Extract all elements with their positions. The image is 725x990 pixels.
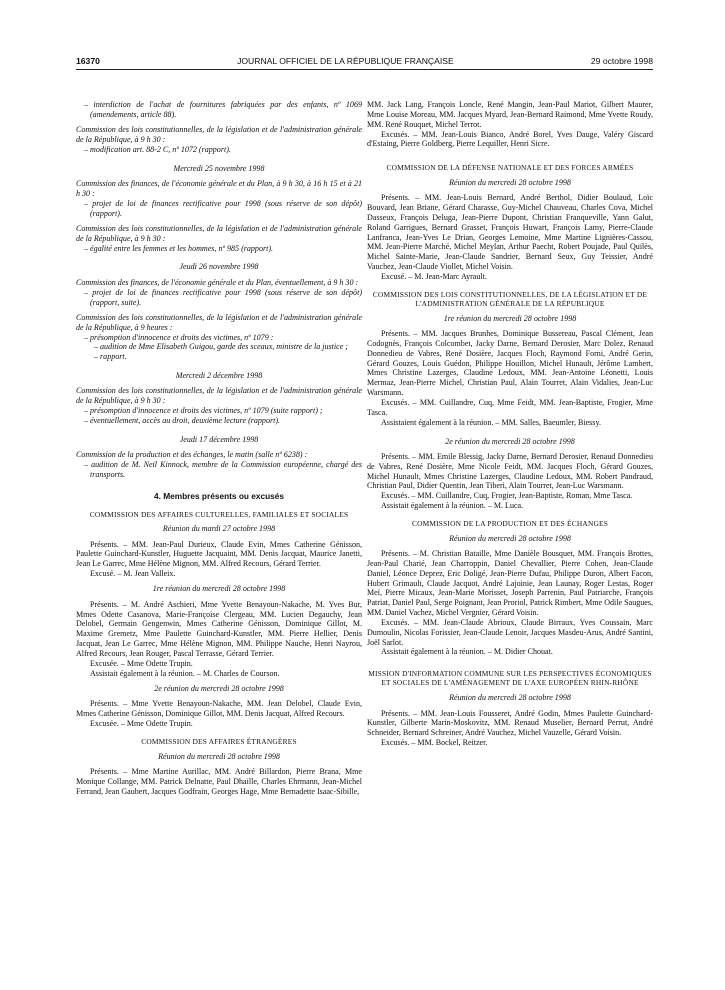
section-heading: 4. Membres présents ou excusés — [153, 490, 285, 501]
agenda-subitem: – audition de Mme Elisabeth Guigou, garde des sceaux, ministre de la justice ; — [94, 342, 348, 352]
attendance-list: Présents. – M. Christian Bataille, Mme Danièle Bousquet, MM. François Brottes, Jean-Paul Charié, Jean Charroppin, Daniel Chevallier, Pierre Cohen, Jean-Claude Daniel, Léonce Deprez, Eric Doligé, Jean-Pierre Dufau, Philippe Duron, Albert Facon, Hubert Grimault, Claude Jacquot, André Lajoinie, Jean Launay, Roger Lestas, Roger Meï, Pierre Micaux, Jean-Marie Morisset, Joseph Parrenin, Paul Patriarche, François Patriat, Daniel Paul, Serge Poignant, Jean Proriol, Patrick Rimbert, Mme Odile Saugues, MM. Daniel Vachez, Michel Vergnier, Gérard Voisin. — [367, 549, 653, 618]
commission-heading: COMMISSION DES LOIS CONSTITUTIONNELLES, DE LA LÉGISLATION ET DE L'ADMINISTRATION GÉNÉRALE DE LA RÉPUBLIQUE — [372, 289, 648, 309]
agenda-item: – interdiction de l'achat de fournitures fabriquées par des enfants, nº 1069 (amendements, article 88). — [84, 100, 362, 119]
agenda-item: – égalité entre les femmes et les hommes, nº 985 (rapport). — [84, 243, 274, 253]
attendance-list: Présents. – MM. Jacques Brunhes, Dominique Bussereau, Pascal Clément, Jean Codognès, François Colcombet, Jacky Darne, Bernard Derosier, Marc Dolez, Renaud Donnedieu de Vabres, René Dosière, Jacques Floch, Raymond Forni, André Gerin, Gérard Gouzes, Louis Guédon, Philippe Houillon, Michel Hunault, Jérôme Lambert, Mmes Christine Lazerges, Claudine Ledoux, MM. Jean-Antoine Léonetti, Louis Mermaz, Jean-Pierre Michel, Christian Paul, Alain Tourret, Alain Vidalies, Jean-Luc Warsmann. — [367, 329, 653, 398]
left-column — [76, 100, 362, 796]
date-heading: Jeudi 26 novembre 1998 — [179, 262, 259, 272]
attendance-list: Présents. – M. André Aschieri, Mme Yvette Benayoun-Nakache, M. Yves Bur, Mmes Odette Casanova, Marie-Françoise Clergeau, MM. Lucien Degauchy, Jean Delobel, Germain Gengenwin, Mmes Catherine Génisson, Dominique Gillot, M. Maxime Gremetz, Mme Paulette Guinchard-Kunstler, MM. Pierre Hellier, Denis Jacquat, Jean Le Garrec, Mme Hélène Mignon, MM. Philippe Nauche, Henri Nayrou, Alfred Recours, Jean Rouger, Pascal Terrasse, Gérard Terrier. — [76, 599, 362, 658]
commission-session: Commission des finances, de l'économie générale et du Plan, à 9 h 30, à 16 h 15 et à 21 h 30 : — [76, 179, 362, 198]
agenda-item: – éventuellement, accès au droit, deuxième lecture (rapport). — [84, 415, 281, 425]
meeting-heading: 2e réunion du mercredi 28 octobre 1998 — [154, 684, 284, 694]
commission-heading: COMMISSION DE LA DÉFENSE NATIONALE ET DES FORCES ARMÉES — [386, 163, 634, 173]
meeting-heading: 1re réunion du mercredi 28 octobre 1998 — [443, 313, 577, 323]
date-heading: Jeudi 17 décembre 1998 — [179, 434, 259, 444]
excused-list: Excusés. – MM. Bockel, Reitzer. — [381, 738, 488, 748]
commission-heading: COMMISSION DES AFFAIRES CULTURELLES, FAMILIALES ET SOCIALES — [89, 509, 349, 519]
date-heading: Mercredi 2 décembre 1998 — [175, 371, 263, 381]
agenda-item: – projet de loi de finances rectificative pour 1998 (sous réserve de son dépôt) (rapport). — [84, 198, 362, 218]
meeting-heading: Réunion du mardi 27 octobre 1998 — [162, 524, 276, 534]
journal-title: JOURNAL OFFICIEL DE LA RÉPUBLIQUE FRANÇAISE — [237, 56, 454, 66]
text-columns — [76, 100, 653, 796]
commission-session: Commission des finances, de l'économie générale et du Plan, éventuellement, à 9 h 30 : — [76, 277, 359, 287]
also-present-list: Assistait également à la réunion. – M. Luca. — [381, 501, 524, 511]
meeting-heading: Réunion du mercredi 28 octobre 1998 — [449, 177, 571, 187]
header-rule — [76, 69, 653, 70]
agenda-item: – audition de M. Neil Kinnock, membre de la Commission européenne, chargé des transports. — [84, 459, 362, 479]
excused-list: Excusés. – MM. Jean-Claude Abrioux, Claude Birraux, Yves Coussain, Marc Dumoulin, Nicolas Forissier, Jean-Claude Lenoir, Jacques Masdeu-Arus, André Santini, Joël Sarlot. — [367, 617, 653, 647]
meeting-heading: 2e réunion du mercredi 28 octobre 1998 — [445, 436, 575, 446]
attendance-list: Présents. – Mme Martine Aurillac, MM. André Billardon, Pierre Brana, Mme Monique Collange, MM. Patrick Delnatte, Paul Dhaille, Charles Ehrmann, Jean-Michel Ferrand, Jean Gaubert, Jacques Godfrain, Georges Hage, Mme Bernadette Isaac-Sibille, — [76, 766, 362, 796]
agenda-item: – modification art. 88-2 C, nº 1072 (rapport). — [84, 144, 231, 154]
commission-session: Commission des lois constitutionnelles, de la législation et de l'administration générale de la République, à 9 heures : — [76, 312, 362, 332]
agenda-item: – présomption d'innocence et droits des victimes, nº 1079 : — [84, 332, 274, 342]
page-number: 16370 — [76, 56, 100, 66]
meeting-heading: 1re réunion du mercredi 28 octobre 1998 — [152, 584, 286, 594]
commission-heading: COMMISSION DES AFFAIRES ÉTRANGÈRES — [141, 736, 297, 746]
issue-date: 29 octobre 1998 — [590, 56, 653, 66]
excused-list: Excusée. – Mme Odette Trupin. — [90, 719, 193, 729]
page-header — [76, 56, 653, 66]
commission-session: Commission des lois constitutionnelles, de la législation et de l'administration générale de la République, à 9 h 30 : — [76, 386, 362, 406]
excused-list: Excusés. – MM. Cuillandre, Cuq, Frogier, Jean-Baptiste, Roman, Mme Tasca. — [381, 491, 633, 501]
mission-heading: MISSION D'INFORMATION COMMUNE SUR LES PERSPECTIVES ÉCONOMIQUES ET SOCIALES DE L'AMÉNAGEMENT DE L'AXE EUROPÉEN RHIN-RHÔNE — [368, 669, 652, 688]
attendance-list: MM. Jack Lang, François Loncle, René Mangin, Jean-Paul Mariot, Gilbert Maurer, Mme Louise Moreau, MM. Jacques Myard, Jean-Bernard Raimond, Mme Yvette Roudy, MM. René Rouquet, Michel Terrot. — [367, 100, 653, 129]
agenda-item: – présomption d'innocence et droits des victimes, nº 1079 (suite rapport) ; — [84, 406, 323, 416]
attendance-list: Présents. – Mme Yvette Benayoun-Nakache, MM. Jean Delobel, Claude Evin, Mmes Catherine Génisson, Dominique Gillot, MM. Denis Jacquat, Alfred Recours. — [76, 699, 362, 719]
also-present-list: Assistait également à la réunion. – M. Didier Chouat. — [381, 647, 553, 657]
attendance-list: Présents. – MM. Jean-Louis Fousseret, André Godin, Mmes Paulette Guinchard-Kunstler, Gilberte Marin-Moskovitz, MM. Renaud Muselier, Bernard Perrut, André Schneider, Bernard Schreiner, André Vauchez, Michel Vauzelle, Gérard Voisin. — [367, 708, 653, 738]
commission-session: Commission de la production et des échanges, le matin (salle nº 6238) : — [76, 450, 308, 460]
date-heading: Mercredi 25 novembre 1998 — [173, 163, 265, 173]
excused-list: Excusés. – MM. Jean-Louis Bianco, André Borel, Yves Dauge, Valéry Giscard d'Estaing, Pierre Goldberg, Pierre Lequiller, Henri Sicre. — [367, 129, 653, 149]
commission-heading: COMMISSION DE LA PRODUCTION ET DES ÉCHANGES — [411, 518, 609, 528]
commission-session: Commission des lois constitutionnelles, de la législation et de l'administration générale de la République, à 9 h 30 : — [76, 125, 362, 145]
right-column — [367, 100, 653, 796]
excused-list: Excusée. – Mme Odette Trupin. — [90, 658, 193, 668]
agenda-subitem: – rapport. — [94, 352, 127, 362]
meeting-heading: Réunion du mercredi 28 octobre 1998 — [158, 751, 280, 761]
excused-list: Excusé. – M. Jean-Marc Ayrault. — [381, 272, 487, 282]
also-present-list: Assistaient également à la réunion. – MM. Salles, Baeumler, Biessy. — [381, 417, 601, 427]
attendance-list: Présents. – MM. Jean-Louis Bernard, André Berthol, Didier Boulaud, Loïc Bouvard, Jean Briane, Gérard Charasse, Guy-Michel Chauveau, Charles Cova, Michel Dasseux, François Deluga, Jean-Pierre Dupont, Christian Franqueville, Yann Galut, Roland Garrigues, Bernard Grasset, François Huwart, François Lamy, Pierre-Claude Lanfranca, Jean-Yves Le Drian, Georges Lemoine, Mme Martine Lignières-Cassou, MM. Jean-Pierre Marché, Michel Meylan, Arthur Paecht, Robert Poujade, Paul Quilès, Michel Sainte-Marie, Jean-Claude Sandrier, Bernard Seux, Guy Teissier, André Vauchez, Jean-Claude Viollet, Michel Voisin. — [367, 193, 653, 272]
attendance-list: Présents. – MM. Jean-Paul Durieux, Claude Evin, Mmes Catherine Génisson, Paulette Guinchard-Kunstler, Huguette Jacquaint, MM. Denis Jacquat, Maurice Janetti, Jean Le Garrec, Mme Hélène Mignon, MM. Alfred Recours, Gérard Terrier. — [76, 539, 362, 569]
meeting-heading: Réunion du mercredi 28 octobre 1998 — [449, 693, 571, 703]
commission-session: Commission des lois constitutionnelles, de la législation et de l'administration générale de la République, à 9 h 30 : — [76, 223, 362, 243]
meeting-heading: Réunion du mercredi 28 octobre 1998 — [449, 533, 571, 543]
agenda-item: – projet de loi de finances rectificative pour 1998 (sous réserve de son dépôt) (rapport, suite). — [84, 287, 362, 307]
attendance-list: Présents. – MM. Emile Blessig, Jacky Darne, Bernard Derosier, Renaud Donnedieu de Vabres, René Dosière, Mme Nicole Feidt, MM. Jacques Floch, Gérard Gouzes, Michel Hunault, Mmes Christine Lazerges, Claudine Ledoux, MM. Robert Pandraud, Christian Paul, Didier Quentin, Jean Tiberi, Alain Tourret, Jean-Luc Warsmann. — [367, 451, 653, 491]
also-present-list: Assistait également à la réunion. – M. Charles de Courson. — [90, 668, 280, 678]
excused-list: Excusé. – M. Jean Valleix. — [90, 569, 176, 579]
excused-list: Excusés. – MM. Cuillandre, Cuq, Mme Feidt, MM. Jean-Baptiste, Frogier, Mme Tasca. — [367, 398, 653, 417]
